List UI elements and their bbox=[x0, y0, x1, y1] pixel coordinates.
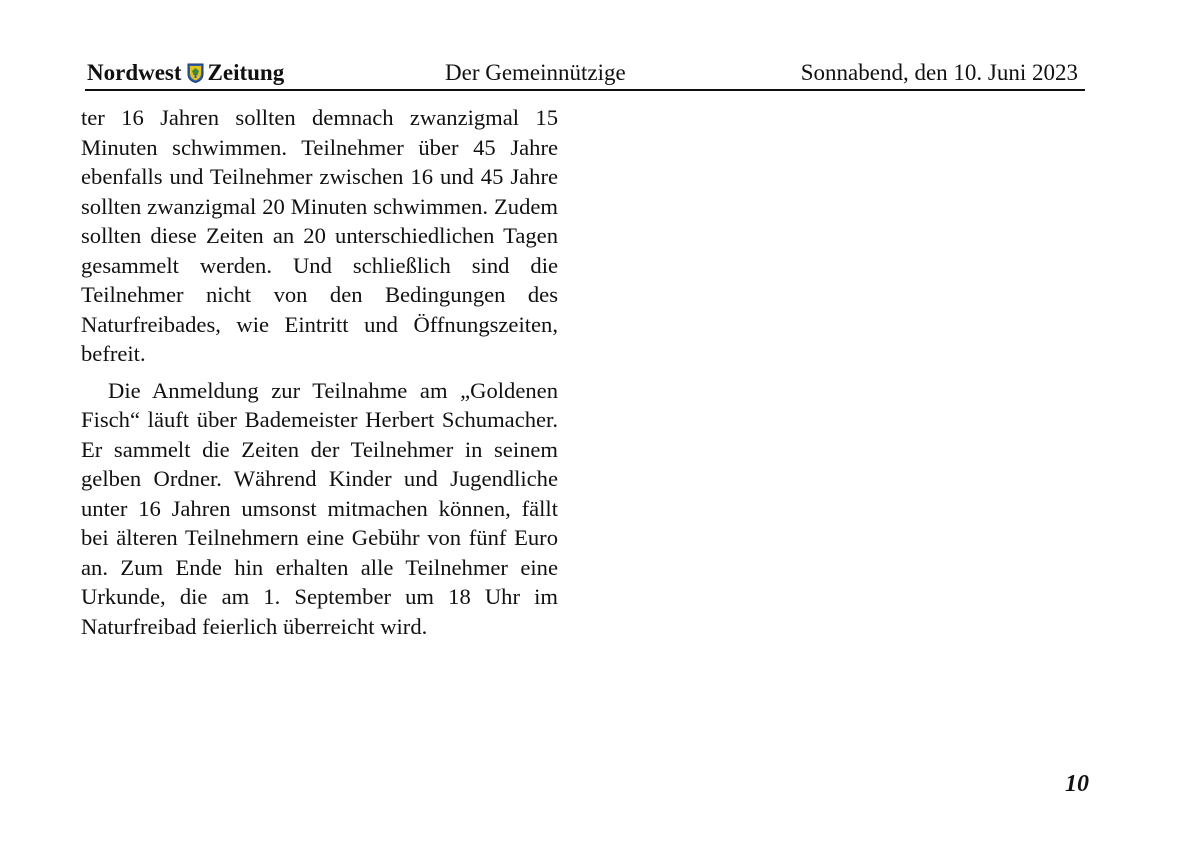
brand-name-right: Zeitung bbox=[207, 60, 285, 85]
brand-name-left: Nordwest bbox=[87, 60, 182, 85]
page-header bbox=[85, 57, 1085, 91]
issue-date: Sonnabend, den 10. Juni 2023 bbox=[800, 60, 1078, 85]
section-title: Der Gemeinnützige bbox=[445, 60, 626, 85]
page-number: 10 bbox=[1065, 771, 1089, 797]
article-column bbox=[81, 103, 558, 641]
coat-of-arms-icon bbox=[187, 63, 204, 83]
article-paragraph: Die Anmeldung zur Teilnahme am „Goldenen Fisch“ läuft über Bademeister Herbert Schumacher. Er sammelt die Zeiten der Teilnehmer in seinem gelben Ordner. Während Kinder und Jugendliche unter 16 Jahren umsonst mitmachen können, fällt bei älteren Teilnehmern eine Gebühr von fünf Euro an. Zum Ende hin erhalten alle Teilnehmer eine Urkunde, die am 1. September um 18 Uhr im Naturfreibad feierlich überreicht wird. bbox=[81, 377, 558, 639]
newspaper-brand bbox=[87, 59, 284, 87]
article-paragraph: ter 16 Jahren sollten demnach zwanzigmal 15 Minuten schwimmen. Teilnehmer über 45 Jahre ebenfalls und Teilnehmer zwischen 16 und 45 Jahre sollten zwanzigmal 20 Minuten schwimmen. Zudem sollten diese Zeiten an 20 unterschiedlichen Tagen gesammelt werden. Und schließlich sind die Teilnehmer nicht von den Bedingungen des Naturfreibades, wie Eintritt und Öffnungszeiten, befreit. bbox=[81, 105, 558, 366]
